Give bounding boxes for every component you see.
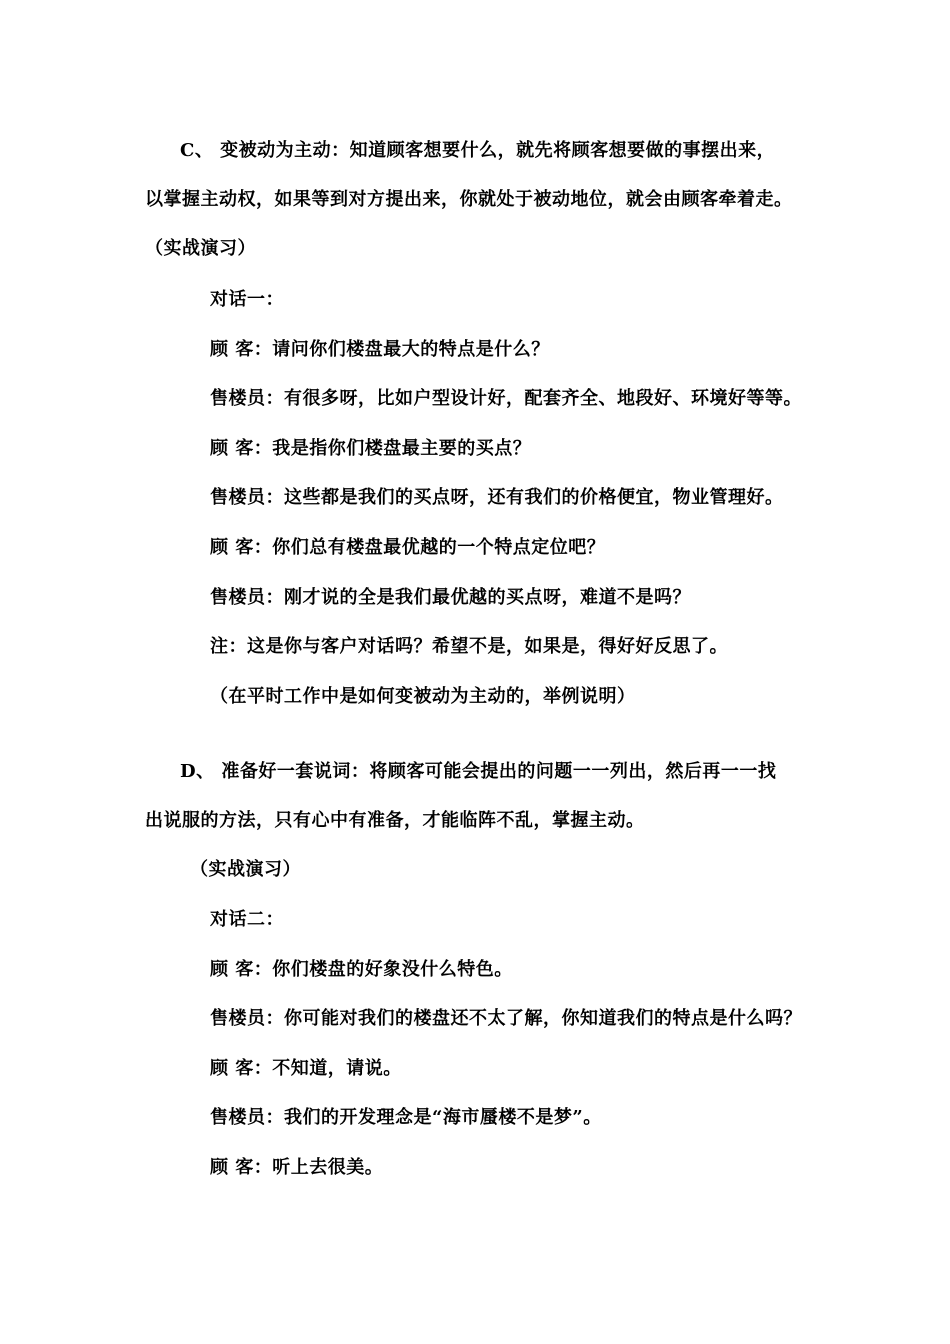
dialogue-line: 售楼员：你可能对我们的楼盘还不太了解，你知道我们的特点是什么吗？ [210, 1008, 802, 1029]
section-c-exercise: （在平时工作中是如何变被动为主动的，举例说明） [210, 686, 636, 707]
dialogue-line: 售楼员：刚才说的全是我们最优越的买点呀，难道不是吗？ [210, 587, 691, 608]
dialogue-line: 售楼员：这些都是我们的买点呀，还有我们的价格便宜，物业管理好。 [210, 487, 784, 508]
dialogue-note: 注：这是你与客户对话吗？希望不是，如果是，得好好反思了。 [210, 636, 728, 657]
dialogue-line: 顾 客：你们楼盘的好象没什么特色。 [210, 959, 513, 980]
dialogue-two-title: 对话二： [210, 909, 284, 930]
section-c-practice-label: （实战演习） [145, 238, 256, 259]
dialogue-line: 售楼员：有很多呀，比如户型设计好，配套齐全、地段好、环境好等等。 [210, 388, 802, 409]
section-d-body: 出说服的方法，只有心中有准备，才能临阵不乱，掌握主动。 [145, 810, 645, 831]
section-c-heading: C、 变被动为主动：知道顾客想要什么，就先将顾客想要做的事摆出来， [180, 140, 776, 161]
dialogue-line: 顾 客：我是指你们楼盘最主要的买点？ [210, 438, 532, 459]
dialogue-line: 顾 客：请问你们楼盘最大的特点是什么？ [210, 339, 550, 360]
section-c-body: 以掌握主动权，如果等到对方提出来，你就处于被动地位，就会由顾客牵着走。 [145, 189, 793, 210]
dialogue-one-title: 对话一： [210, 289, 284, 310]
dialogue-line: 顾 客：不知道，请说。 [210, 1058, 402, 1079]
section-d-heading: D、 准备好一套说词：将顾客可能会提出的问题一一列出，然后再一一找 [180, 761, 777, 782]
dialogue-line: 售楼员：我们的开发理念是“海市蜃楼不是梦”。 [210, 1107, 602, 1128]
dialogue-line: 顾 客：你们总有楼盘最优越的一个特点定位吧？ [210, 537, 606, 558]
section-d-practice-label: （实战演习） [190, 859, 301, 880]
dialogue-line: 顾 客：听上去很美。 [210, 1157, 384, 1178]
